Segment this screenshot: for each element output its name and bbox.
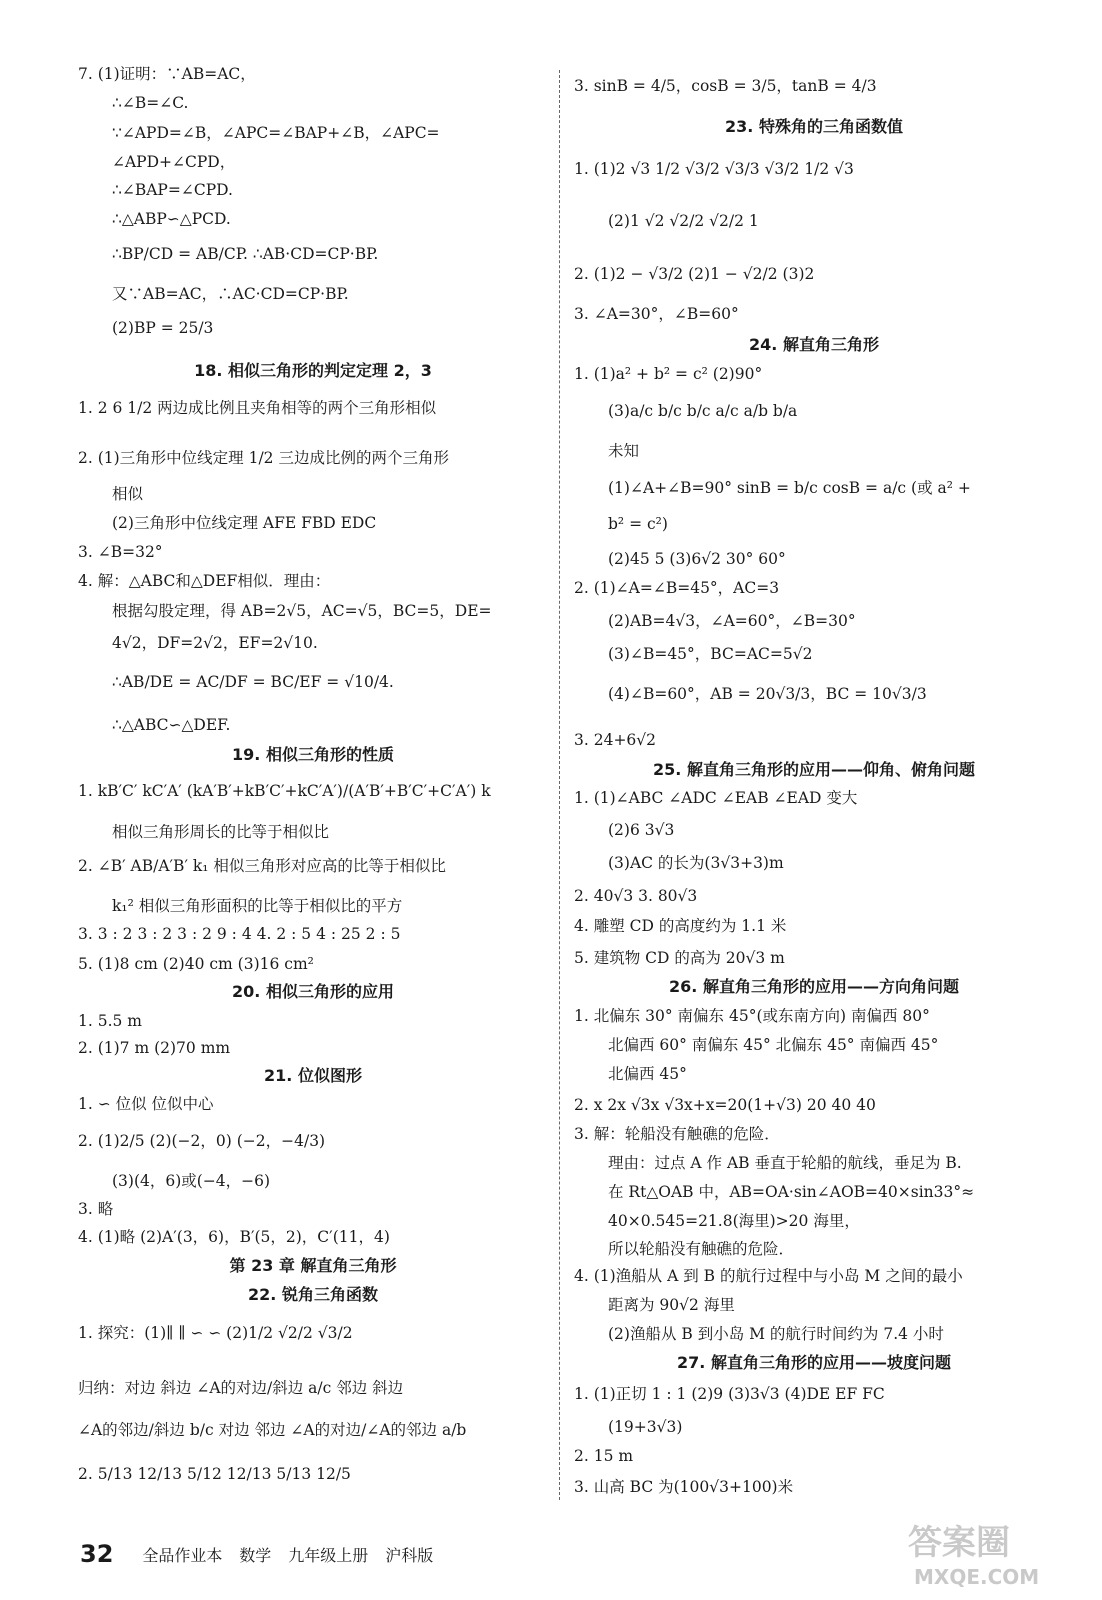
book-title: 全品作业本 bbox=[142, 1545, 223, 1565]
answer-line: 在 Rt△OAB 中，AB=OA·sin∠AOB=40×sin33°≈ bbox=[608, 1183, 975, 1201]
answer-line: 4. 解：△ABC和△DEF相似．理由： bbox=[78, 572, 331, 590]
answer-line: 2. (1)2/5 (2)(−2，0) (−2，−4/3) bbox=[78, 1132, 326, 1150]
answer-line: ∴∠B=∠C. bbox=[112, 94, 189, 112]
answer-line: (3)a/c b/c b/c a/c a/b b/a bbox=[608, 402, 798, 420]
answer-line: (1)∠A+∠B=90° sinB = b/c cosB = a/c (或 a² + bbox=[608, 479, 971, 497]
answer-line: 2. 5/13 12/13 5/12 12/13 5/13 12/5 bbox=[78, 1465, 351, 1483]
subject: 数学 bbox=[239, 1545, 272, 1565]
answer-line: 3. ∠B=32° bbox=[78, 543, 163, 561]
answer-line: 相似 bbox=[112, 485, 144, 503]
answer-line: 北偏西 60° 南偏东 45° 北偏东 45° 南偏西 45° bbox=[608, 1036, 939, 1054]
answer-line: k₁² 相似三角形面积的比等于相似比的平方 bbox=[112, 897, 403, 915]
watermark-text-bottom: MXQE.COM bbox=[914, 1565, 1040, 1589]
answer-line: 2. 40√3 3. 80√3 bbox=[574, 887, 698, 905]
answer-line: b² = c²) bbox=[608, 515, 668, 533]
watermark-text-top: 答案圈 bbox=[908, 1523, 1010, 1563]
answer-line: ∠APD+∠CPD， bbox=[112, 153, 236, 171]
answer-line: 40×0.545=21.8(海里)>20 海里， bbox=[608, 1212, 860, 1230]
answer-line: 3. 24+6√2 bbox=[574, 731, 657, 749]
answer-line: 5. 建筑物 CD 的高为 20√3 m bbox=[574, 949, 785, 967]
answer-line: 相似三角形周长的比等于相似比 bbox=[112, 823, 330, 841]
answer-line: 1. 2 6 1/2 两边成比例且夹角相等的两个三角形相似 bbox=[78, 399, 437, 417]
answer-line: 4. (1)略 (2)A′(3，6)，B′(5，2)，C′(11，4) bbox=[78, 1228, 390, 1246]
answer-line: 所以轮船没有触礁的危险． bbox=[608, 1240, 795, 1258]
answer-line: 2. (1)2 − √3/2 (2)1 − √2/2 (3)2 bbox=[574, 265, 815, 283]
answer-line: ∵∠APD=∠B，∠APC=∠BAP+∠B，∠APC= bbox=[112, 124, 440, 142]
answer-line: 1. 北偏东 30° 南偏东 45°(或东南方向) 南偏西 80° bbox=[574, 1007, 930, 1025]
answer-line: 又∵AB=AC，∴AC·CD=CP·BP. bbox=[112, 285, 349, 303]
answer-line: ∴∠BAP=∠CPD. bbox=[112, 181, 233, 199]
answer-line: ∴△ABC∽△DEF. bbox=[112, 716, 231, 734]
section-heading: 21. 位似图形 bbox=[264, 1066, 362, 1085]
answer-line: 根据勾股定理，得 AB=2√5，AC=√5，BC=5，DE= bbox=[112, 602, 492, 620]
answer-line: 1. (1)2 √3 1/2 √3/2 √3/3 √3/2 1/2 √3 bbox=[574, 160, 854, 178]
answer-line: (2)三角形中位线定理 AFE FBD EDC bbox=[112, 514, 377, 532]
grade: 九年级上册 bbox=[288, 1545, 369, 1565]
answer-line: 未知 bbox=[608, 442, 640, 460]
page-footer bbox=[80, 1540, 445, 1568]
answer-line: 4. 雕塑 CD 的高度约为 1.1 米 bbox=[574, 917, 787, 935]
answer-line: 理由：过点 A 作 AB 垂直于轮船的航线，垂足为 B. bbox=[608, 1154, 962, 1172]
answer-line: (2)BP = 25/3 bbox=[112, 319, 214, 337]
answer-line: 2. x 2x √3x √3x+x=20(1+√3) 20 40 40 bbox=[574, 1096, 876, 1114]
answer-line: 1. ∽ 位似 位似中心 bbox=[78, 1095, 214, 1113]
chapter-heading: 第 23 章 解直角三角形 bbox=[229, 1256, 397, 1275]
answer-line: ∴BP/CD = AB/CP. ∴AB·CD=CP·BP. bbox=[112, 245, 379, 263]
answer-line: 1. (1)正切 1 : 1 (2)9 (3)3√3 (4)DE EF FC bbox=[574, 1385, 885, 1403]
answer-line: 1. (1)∠ABC ∠ADC ∠EAB ∠EAD 变大 bbox=[574, 789, 858, 807]
answer-line: ∠A的邻边/斜边 b/c 对边 邻边 ∠A的对边/∠A的邻边 a/b bbox=[78, 1421, 467, 1439]
answer-line: 3. ∠A=30°，∠B=60° bbox=[574, 305, 739, 323]
answer-line: 4. (1)渔船从 A 到 B 的航行过程中与小岛 M 之间的最小 bbox=[574, 1267, 963, 1285]
answer-line: 2. ∠B′ AB/A′B′ k₁ 相似三角形对应高的比等于相似比 bbox=[78, 857, 446, 875]
answer-line: 2. (1)三角形中位线定理 1/2 三边成比例的两个三角形 bbox=[78, 449, 449, 467]
answer-line: (3)(4，6)或(−4，−6) bbox=[112, 1172, 271, 1190]
section-heading: 20. 相似三角形的应用 bbox=[232, 982, 394, 1001]
answer-line: ∴△ABP∽△PCD. bbox=[112, 210, 231, 228]
answer-line: 4√2，DF=2√2，EF=2√10. bbox=[112, 634, 318, 652]
answer-line: (2)6 3√3 bbox=[608, 821, 675, 839]
answer-line: 3. 3 : 2 3 : 2 3 : 2 9 : 4 4. 2 : 5 4 : 25 2 : 5 bbox=[78, 925, 401, 943]
answer-line: 3. 解：轮船没有触礁的危险． bbox=[574, 1125, 780, 1143]
answer-line: 1. 5.5 m bbox=[78, 1012, 142, 1030]
answer-line: (3)AC 的长为(3√3+3)m bbox=[608, 854, 784, 872]
answer-line: 5. (1)8 cm (2)40 cm (3)16 cm² bbox=[78, 955, 314, 973]
answer-line: (2)1 √2 √2/2 √2/2 1 bbox=[608, 212, 759, 230]
answer-line: 2. 15 m bbox=[574, 1447, 634, 1465]
answer-line: 3. sinB = 4/5，cosB = 3/5，tanB = 4/3 bbox=[574, 77, 877, 95]
answer-line: 归纳：对边 斜边 ∠A的对边/斜边 a/c 邻边 斜边 bbox=[78, 1379, 404, 1397]
section-heading: 27. 解直角三角形的应用——坡度问题 bbox=[677, 1353, 951, 1372]
section-heading: 23. 特殊角的三角函数值 bbox=[725, 117, 903, 136]
column-divider bbox=[559, 70, 560, 1500]
answer-line: 距离为 90√2 海里 bbox=[608, 1296, 735, 1314]
answer-line: ∴AB/DE = AC/DF = BC/EF = √10/4. bbox=[112, 673, 394, 691]
answer-line: 7. (1)证明：∵AB=AC， bbox=[78, 65, 256, 83]
section-heading: 26. 解直角三角形的应用——方向角问题 bbox=[669, 977, 959, 996]
answer-line: (3)∠B=45°，BC=AC=5√2 bbox=[608, 645, 813, 663]
answer-line: (2)渔船从 B 到小岛 M 的航行时间约为 7.4 小时 bbox=[608, 1325, 944, 1343]
answer-line: 1. kB′C′ kC′A′ (kA′B′+kB′C′+kC′A′)/(A′B′+B′C′+C′A′) k bbox=[78, 782, 491, 800]
answer-line: (4)∠B=60°，AB = 20√3/3，BC = 10√3/3 bbox=[608, 685, 927, 703]
answer-line: 3. 山高 BC 为(100√3+100)米 bbox=[574, 1478, 794, 1496]
answer-line: 北偏西 45° bbox=[608, 1065, 687, 1083]
section-heading: 24. 解直角三角形 bbox=[749, 335, 879, 354]
answer-line: 1. (1)a² + b² = c² (2)90° bbox=[574, 365, 763, 383]
section-heading: 25. 解直角三角形的应用——仰角、俯角问题 bbox=[653, 760, 975, 779]
answer-line: 3. 略 bbox=[78, 1200, 114, 1218]
section-heading: 18. 相似三角形的判定定理 2，3 bbox=[194, 361, 432, 380]
answer-line: 2. (1)7 m (2)70 mm bbox=[78, 1039, 231, 1057]
watermark-logo bbox=[900, 1512, 1090, 1592]
answer-line: 2. (1)∠A=∠B=45°，AC=3 bbox=[574, 579, 780, 597]
answer-line: 1. 探究：(1)∥ ∥ ∽ ∽ (2)1/2 √2/2 √3/2 bbox=[78, 1324, 353, 1342]
section-heading: 19. 相似三角形的性质 bbox=[232, 745, 394, 764]
page-number: 32 bbox=[80, 1540, 114, 1568]
answer-line: (19+3√3) bbox=[608, 1418, 683, 1436]
section-heading: 22. 锐角三角函数 bbox=[248, 1285, 378, 1304]
edition: 沪科版 bbox=[385, 1545, 434, 1565]
answer-line: (2)AB=4√3，∠A=60°，∠B=30° bbox=[608, 612, 856, 630]
answer-line: (2)45 5 (3)6√2 30° 60° bbox=[608, 550, 786, 568]
